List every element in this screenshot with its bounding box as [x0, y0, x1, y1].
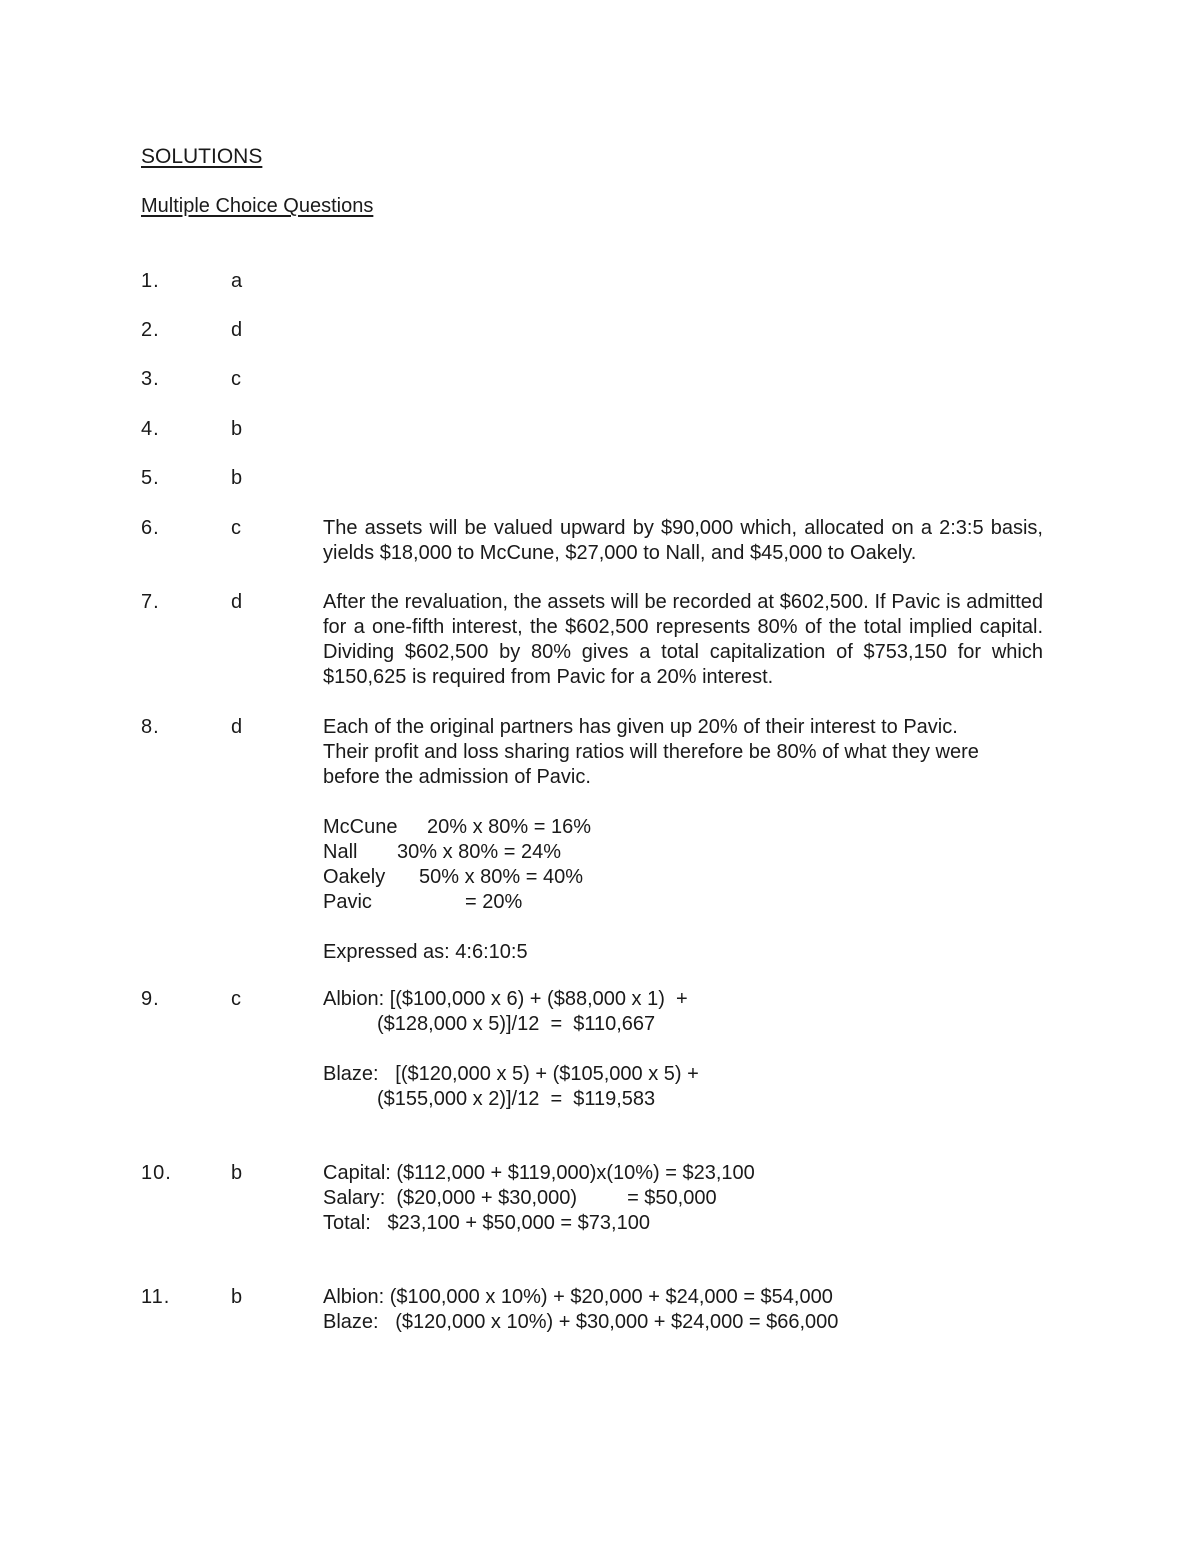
section-heading: Multiple Choice Questions: [141, 195, 374, 217]
answer-letter: b: [231, 418, 243, 440]
explanation-line: Blaze: ($120,000 x 10%) + $30,000 + $24,000 = $66,000: [323, 1311, 839, 1333]
question-number: 8.: [141, 716, 160, 738]
answer-letter: d: [231, 716, 243, 738]
ratio-row: [323, 890, 1043, 915]
answer-explanation: After the revaluation, the assets will be recorded at $602,500. If Pavic is admitted for a one-fifth interest, the $602,500 represents 80% of the total implied capital. Dividing $602,500 by 80% gives a total capitalization of $753,150 for which $150,625 is required from Pavic for a 20% interest.: [323, 591, 1043, 688]
partner-name: Oakely: [323, 866, 386, 888]
ratio-row: [323, 815, 1043, 840]
question-number: 1.: [141, 270, 160, 292]
ratio-calc: 20% x 80% = 16%: [427, 816, 591, 838]
ratio-row: [323, 840, 1043, 865]
answer-letter: d: [231, 319, 243, 341]
explanation-line: Salary: ($20,000 + $30,000) = $50,000: [323, 1187, 717, 1209]
explanation-line: Albion: [($100,000 x 6) + ($88,000 x 1) +: [323, 988, 688, 1010]
explanation-line: Albion: ($100,000 x 10%) + $20,000 + $24,000 = $54,000: [323, 1286, 833, 1308]
answer-letter: b: [231, 467, 243, 489]
ratio-calc: 30% x 80% = 24%: [397, 841, 561, 863]
answer-explanation: [323, 1285, 1043, 1335]
explanation-line: Total: $23,100 + $50,000 = $73,100: [323, 1212, 650, 1234]
answer-explanation: The assets will be valued upward by $90,000 which, allocated on a 2:3:5 basis, yields $18,000 to McCune, $27,000 to Nall, and $45,000 to Oakely.: [323, 517, 1043, 564]
ratio-calc: = 20%: [465, 891, 523, 913]
answer-explanation: [323, 715, 1043, 965]
question-number: 4.: [141, 418, 160, 440]
explanation-line: ($155,000 x 2)]/12 = $119,583: [377, 1088, 656, 1110]
answer-explanation: [323, 1161, 1043, 1236]
partner-name: Nall: [323, 841, 358, 863]
explanation-line: Their profit and loss sharing ratios will therefore be 80% of what they were: [323, 741, 979, 763]
answer-letter: b: [231, 1162, 243, 1184]
question-number: 5.: [141, 467, 160, 489]
answer-letter: c: [231, 988, 241, 1010]
answer-letter: b: [231, 1286, 243, 1308]
question-number: 7.: [141, 591, 160, 613]
partner-name: Pavic: [323, 891, 372, 913]
question-number: 9.: [141, 988, 160, 1010]
question-number: 3.: [141, 368, 160, 390]
ratio-expression: Expressed as: 4:6:10:5: [323, 941, 528, 963]
ratio-calc: 50% x 80% = 40%: [419, 866, 583, 888]
explanation-line: before the admission of Pavic.: [323, 766, 591, 788]
question-number: 2.: [141, 319, 160, 341]
answer-letter: d: [231, 591, 243, 613]
partner-name: McCune: [323, 816, 398, 838]
explanation-line: Capital: ($112,000 + $119,000)x(10%) = $23,100: [323, 1162, 755, 1184]
question-number: 11.: [141, 1286, 171, 1308]
answer-letter: c: [231, 368, 241, 390]
explanation-line: Blaze: [($120,000 x 5) + ($105,000 x 5) +: [323, 1063, 699, 1085]
answer-letter: c: [231, 517, 241, 539]
question-number: 10.: [141, 1162, 172, 1184]
explanation-line: Each of the original partners has given up 20% of their interest to Pavic.: [323, 716, 958, 738]
answer-letter: a: [231, 270, 243, 292]
answer-explanation: [323, 987, 1043, 1112]
explanation-line: ($128,000 x 5)]/12 = $110,667: [377, 1013, 656, 1035]
ratio-row: [323, 865, 1043, 890]
question-number: 6.: [141, 517, 160, 539]
page-title: SOLUTIONS: [141, 145, 263, 168]
